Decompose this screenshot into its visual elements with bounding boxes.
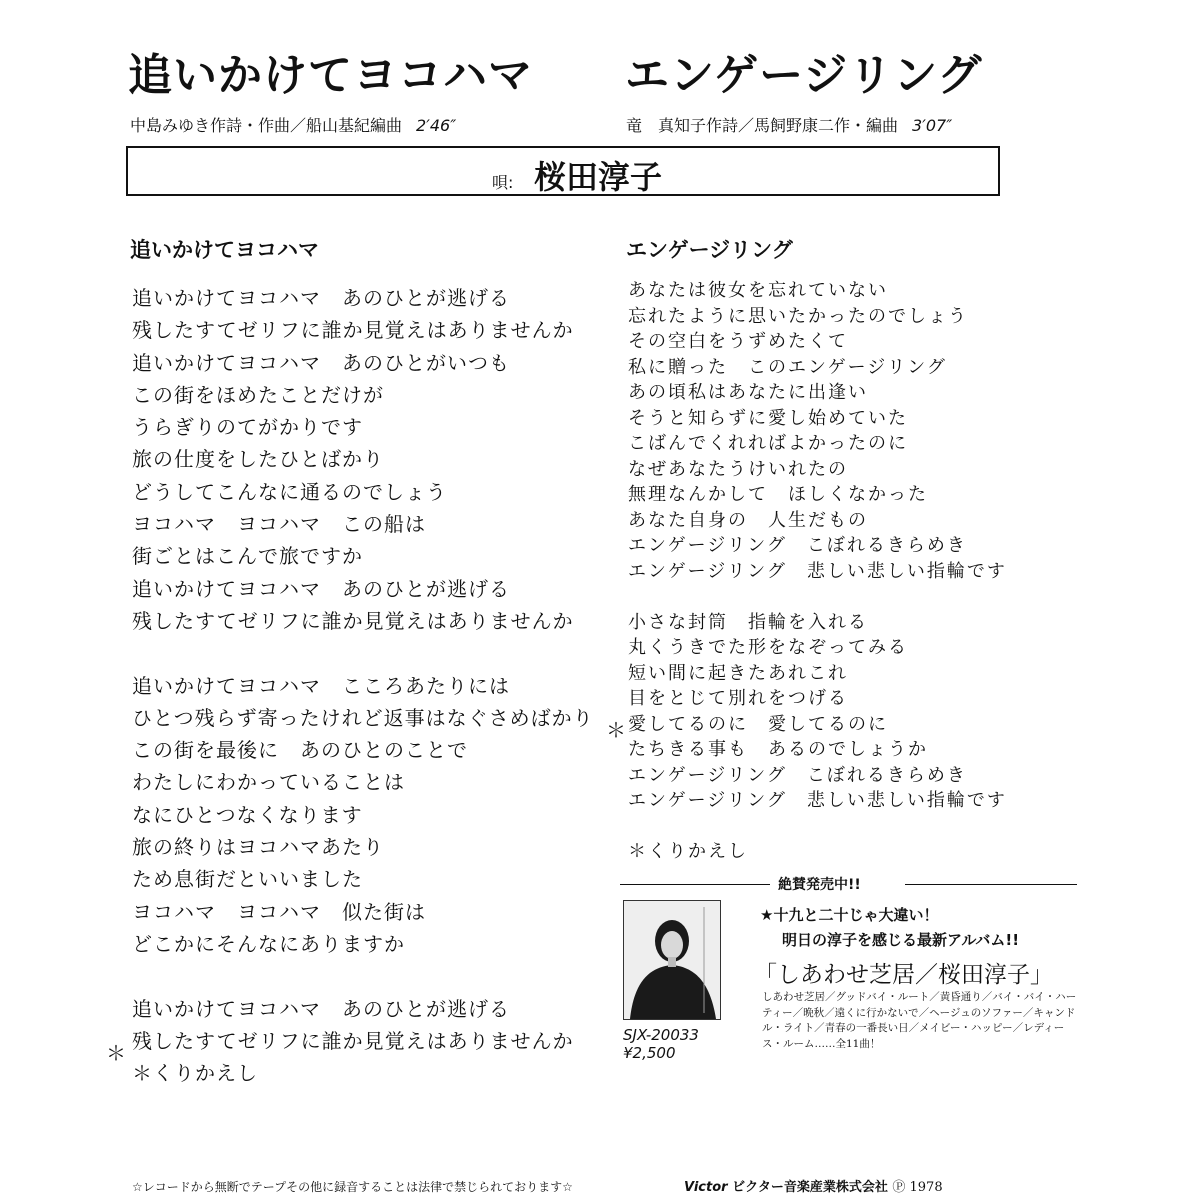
lyric-line: ため息街だといいました (132, 867, 363, 892)
lyric-line: 追いかけてヨコハマ あのひとが逃げる (132, 286, 510, 310)
company-name: ビクター音楽産業株式会社 (732, 1180, 888, 1195)
album-price: ¥2,500 (623, 1044, 676, 1062)
lyric-line: ヨコハマ ヨコハマ 似た街は (132, 899, 426, 924)
lyric-line: ひとつ残らず寄ったけれど返事はなぐさめばかり (132, 705, 594, 730)
lyrics-a-body (132, 282, 612, 1089)
album-photo (623, 900, 721, 1020)
lyrics-b-heading: エンゲージリング (626, 238, 793, 262)
lyric-line: あなた自身の 人生だもの (628, 509, 868, 531)
lyric-line: どうしてこんなに通るのでしょう (132, 479, 447, 504)
copy-notice: ☆レコードから無断でテープその他に録音することは法律で禁じられております☆ (132, 1180, 573, 1194)
lyric-line: 無理なんかして ほしくなかった (628, 484, 928, 505)
lyric-line: なにひとつなくなります (132, 802, 363, 827)
victor-logo: Victor (684, 1180, 728, 1195)
side-a-credit-text: 中島みゆき作詩・作曲／船山基紀編曲 (130, 116, 403, 135)
lyric-line: なぜあなたうけいれたの (628, 458, 848, 480)
lyric-line: こばんでくれればよかったのに (628, 433, 908, 454)
side-b-credit (626, 118, 952, 134)
lyric-line-repeat: ＊くりかえし (628, 841, 748, 862)
chorus-star: ＊ (106, 1041, 126, 1065)
singer-box (126, 146, 1000, 196)
lyric-line: この街をほめたことだけが (132, 382, 384, 407)
lyric-line: 旅の仕度をしたひとばかり (132, 447, 384, 472)
singer-name: 桜田淳子 (534, 158, 663, 196)
lyric-line: 街ごとはこんで旅ですか (132, 544, 363, 569)
lyric-line: その空白をうずめたくて (628, 331, 848, 352)
side-a-title: 追いかけてヨコハマ (128, 50, 533, 101)
lyric-line: 残したすてゼリフに誰か見覚えはありませんか (132, 1028, 574, 1053)
lyric-line: そうと知らずに愛し始めていた (628, 407, 908, 429)
lyric-line: どこかにそんなにありますか (132, 931, 405, 956)
catalog-number: SJX-20033 (623, 1026, 699, 1044)
lyrics-a-heading: 追いかけてヨコハマ (130, 238, 319, 262)
chorus-star: ＊ (606, 718, 626, 742)
album-tracklist: しあわせ芝居／グッドバイ・ルート／黄昏通り／バイ・バイ・ハーティー／晩秋／遠くに行かないで／ヘージュのソファー／キャンドル・ライト／青春の一番長い日／メイビー・ハッピー／レディース・ルーム……全11曲！ (762, 991, 1077, 1050)
promo-rule-left (620, 884, 770, 885)
portrait-image (624, 901, 720, 1019)
lyric-line: 小さな封筒 指輪を入れる (628, 611, 868, 633)
lyric-line: エンゲージリング こぼれるきらめき (628, 535, 967, 556)
copyright-year: Ⓟ 1978 (892, 1180, 943, 1195)
lyric-line: 私に贈った このエンゲージリング (628, 356, 947, 378)
lyric-line: わたしにわかっていることは (132, 770, 405, 795)
lyric-line: 追いかけてヨコハマ あのひとが逃げる (132, 996, 510, 1021)
side-b-time: 3′07″ (912, 116, 953, 135)
album-title: 「しあわせ芝居／桜田淳子」 (754, 962, 1053, 988)
promo-tagline-1: ★十九と二十じゃ大違い！ (760, 906, 939, 924)
side-a-time: 2′46″ (416, 116, 457, 135)
footer-company (684, 1176, 943, 1195)
lyric-line-repeat: ＊くりかえし (132, 1061, 258, 1086)
lyric-line: エンゲージリング 悲しい悲しい指輪です (628, 790, 1007, 811)
lyric-line: 追いかけてヨコハマ あのひとが逃げる (132, 576, 510, 601)
promo-header: 絶賛発売中!! (778, 877, 861, 893)
side-a-credit (130, 118, 456, 134)
lyric-line: 追いかけてヨコハマ あのひとがいつも (132, 350, 510, 375)
lyric-line: 短い間に起きたあれこれ (628, 662, 848, 684)
lyric-line: 忘れたように思いたかったのでしょう (628, 305, 968, 327)
lyric-line: 愛してるのに 愛してるのに (628, 713, 888, 735)
lyric-line: 追いかけてヨコハマ こころあたりには (132, 673, 510, 698)
promo-rule-right (905, 884, 1077, 885)
lyric-line: 残したすてゼリフに誰か見覚えはありませんか (132, 608, 574, 633)
side-b-credit-text: 竜 真知子作詩／馬飼野康二作・編曲 (626, 116, 899, 135)
lyric-line: あの頃私はあなたに出逢い (628, 382, 868, 403)
lyrics-b-body (628, 278, 1088, 865)
lyric-line: エンゲージリング 悲しい悲しい指輪です (628, 560, 1007, 582)
lyric-line: あなたは彼女を忘れていない (628, 280, 888, 301)
lyric-line: たちきる事も あるのでしょうか (628, 739, 928, 760)
lyric-line: うらぎりのてがかりです (132, 415, 363, 440)
lyric-line: 目をとじて別れをつげる (628, 688, 848, 709)
promo-tagline-2: 明日の淳子を感じる最新アルバム!! (782, 931, 1020, 949)
lyric-line: この街を最後に あのひとのことで (132, 738, 468, 763)
repeat-star: ＊ (132, 1061, 153, 1086)
lyric-line: エンゲージリング こぼれるきらめき (628, 764, 967, 786)
singer-label: 唄: (492, 173, 514, 192)
lyric-line: 丸くうきでた形をなぞってみる (628, 637, 908, 658)
side-b-title: エンゲージリング (625, 50, 983, 101)
lyric-line: 残したすてゼリフに誰か見覚えはありませんか (132, 318, 574, 343)
lyric-line: 旅の終りはヨコハマあたり (132, 835, 384, 860)
lyric-line: ヨコハマ ヨコハマ この船は (132, 512, 426, 537)
